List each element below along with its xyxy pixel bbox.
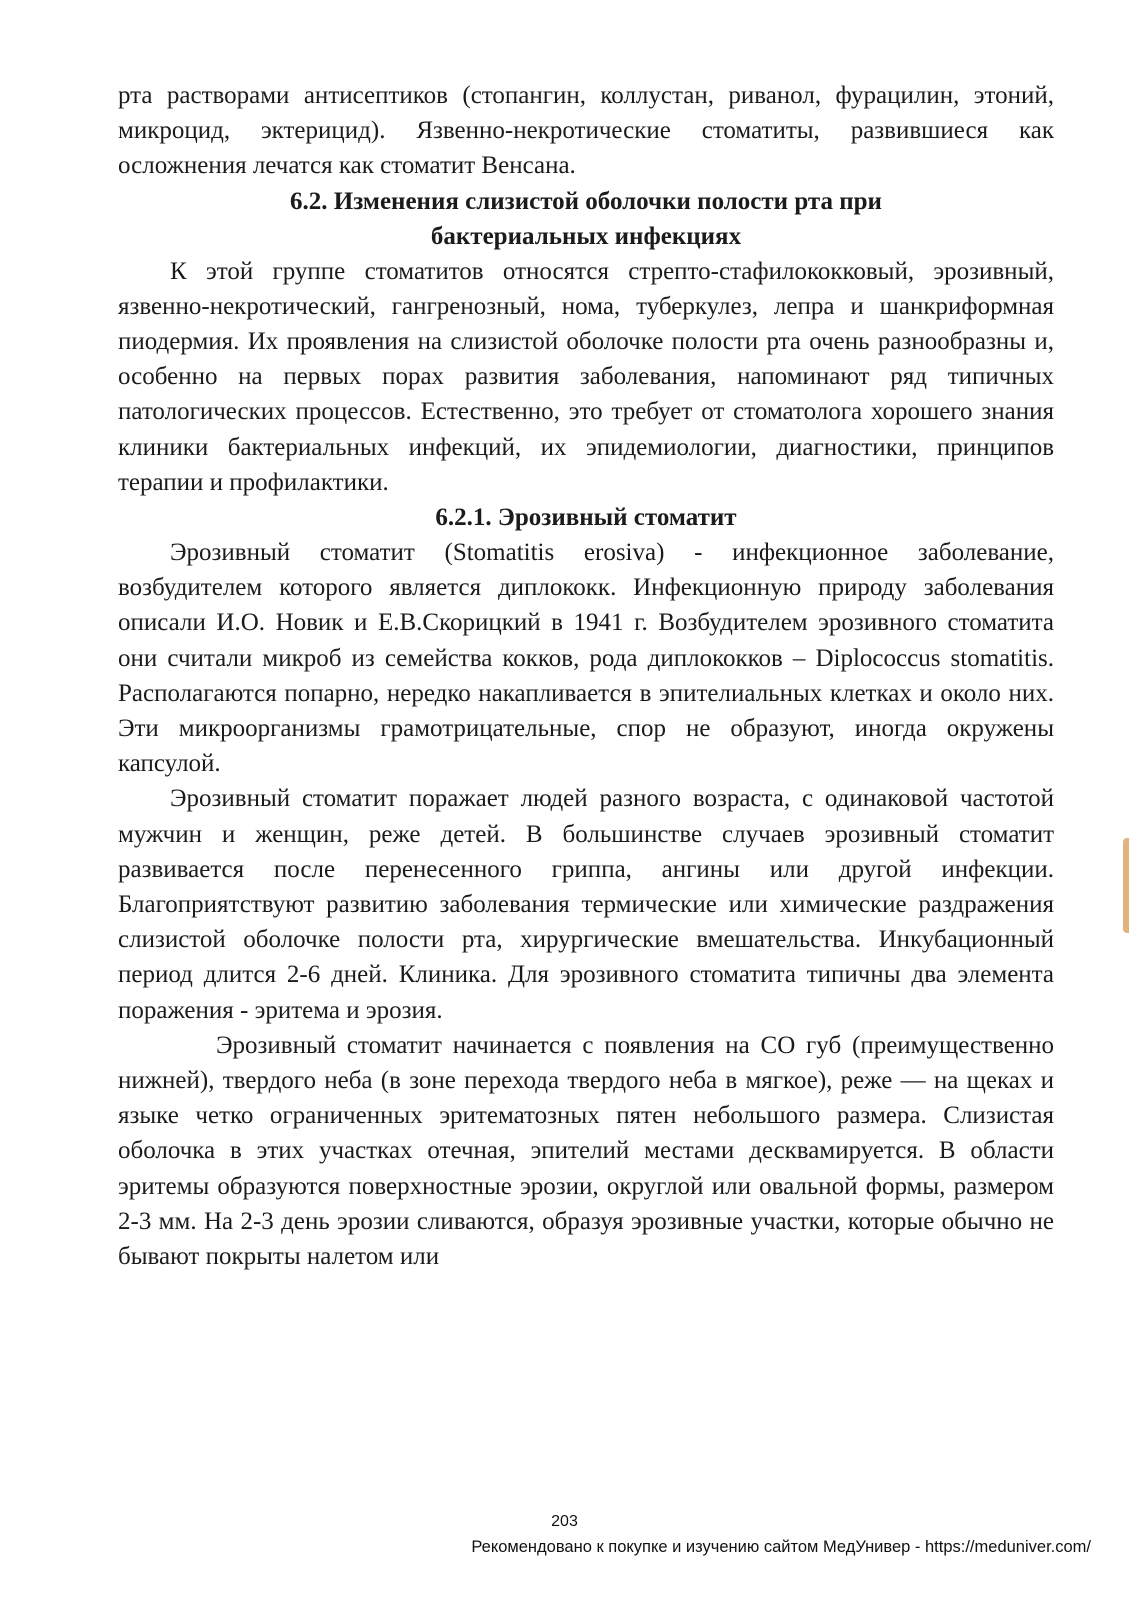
- section-heading-line-2: бактериальных инфекциях: [430, 222, 742, 250]
- paragraph-definition: Эрозивный стоматит (Stomatitis erosiva) - инфекционное заболевание, возбудителем которого является диплококк. Инфекционную природу заболевания описали И.О. Новик и Е.В.Скорицкий в 1941 г. Возбудителем эрозивного стоматита они считали микроб из семейства кокков, рода диплококков – Diplococcus stomatitis. Располагаются попарно, нередко накапливается в эпителиальных клетках и около них. Эти микроорганизмы грамотрицательные, спор не образуют, иногда окружены капсулой.: [118, 539, 1054, 778]
- section-heading-line-1: 6.2. Изменения слизистой оболочки полости рта при: [290, 187, 882, 215]
- section-heading: [118, 184, 1054, 254]
- page-body: [118, 78, 1054, 1274]
- page-number: 203: [551, 1513, 578, 1530]
- paragraph-continuation: рта растворами антисептиков (стопангин, коллустан, риванол, фурацилин, этоний, микроцид, эктерицид). Язвенно-некротические стоматиты, развившиеся как осложнения лечатся как стоматит Венсана.: [118, 82, 1054, 180]
- paragraph-epidemiology: Эрозивный стоматит поражает людей разного возраста, с одинаковой частотой мужчин и женщин, реже детей. В большинстве случаев эрозивный стоматит развивается после перенесенного гриппа, ангины или другой инфекции. Благоприятствуют развитию заболевания термические или химические раздражения слизистой оболочке полости рта, хирургические вмешательства. Инкубационный период длится 2-6 дней. Клиника. Для эрозивного стоматита типичны два элемента поражения - эритема и эрозия.: [118, 785, 1054, 1024]
- page-edge-mark: [1123, 838, 1129, 933]
- subsection-heading: 6.2.1. Эрозивный стоматит: [435, 504, 737, 532]
- paragraph-clinical-course: Эрозивный стоматит начинается с появления на СО губ (преимущественно нижней), твердого неба (в зоне перехода твердого неба в мягкое), реже — на щеках и языке четко ограниченных эритематозных пятен небольшого размера. Слизистая оболочка в этих участках отечная, эпителий местами десквамируется. В области эритемы образуются поверхностные эрозии, округлой или овальной формы, размером 2-3 мм. На 2-3 день эрозии сливаются, образуя эрозивные участки, которые обычно не бывают покрыты налетом или: [118, 1031, 1054, 1271]
- footer-recommendation: Рекомендовано к покупке и изучению сайтом МедУнивер - https://meduniver.com/: [471, 1538, 1091, 1556]
- paragraph-bacterial-infections: К этой группе стоматитов относятся стрепто-стафилококковый, эрозивный, язвенно-некротический, гангренозный, нома, туберкулез, лепра и шанкриформная пиодермия. Их проявления на слизистой оболочке полости рта очень разнообразны и, особенно на первых порах развития заболевания, напоминают ряд типичных патологических процессов. Естественно, это требует от стоматолога хорошего знания клиники бактериальных инфекций, их эпидемиологии, диагностики, принципов терапии и профилактики.: [118, 257, 1054, 496]
